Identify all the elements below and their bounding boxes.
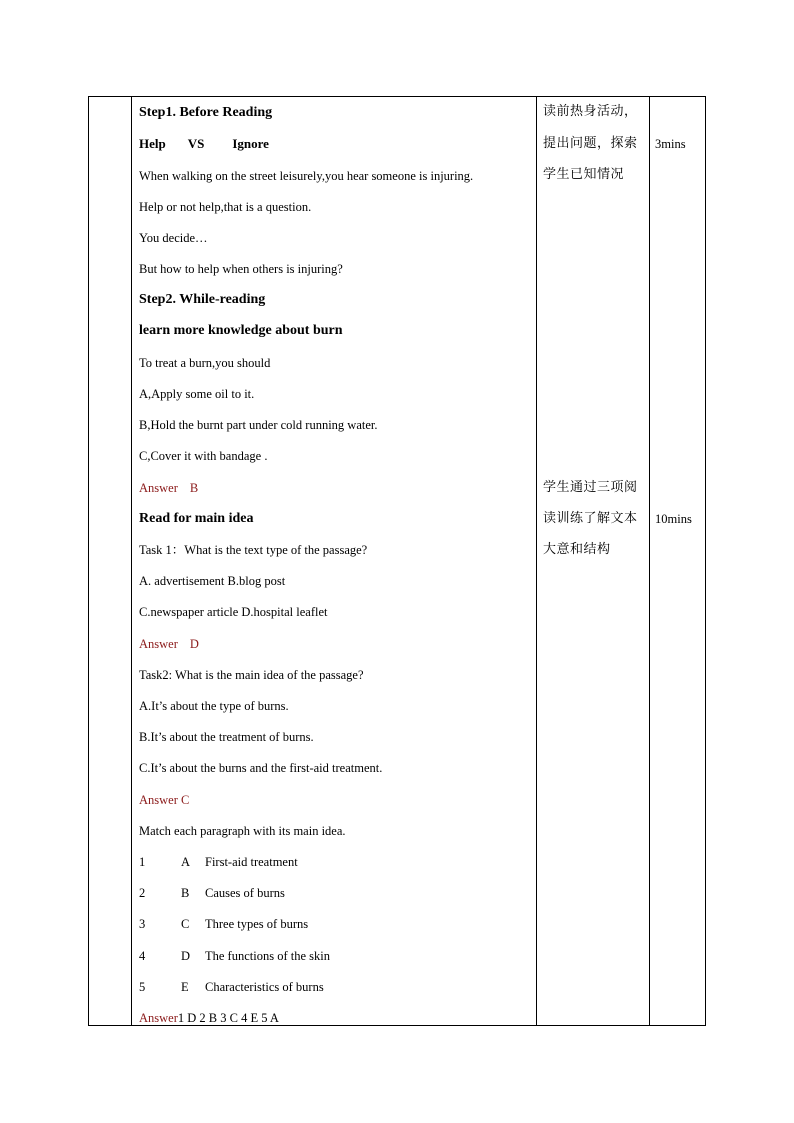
column-divider (649, 97, 650, 1025)
step2-title: Step2. While-reading (139, 292, 266, 307)
match-item (139, 979, 324, 995)
match-text: Three types of burns (205, 917, 309, 931)
text-line: You decide… (139, 231, 208, 245)
answer-value: B (189, 481, 199, 495)
match-letter: B (181, 886, 190, 900)
step1-title: Step1. Before Reading (139, 105, 273, 120)
match-letter: D (181, 949, 191, 963)
text-line: When walking on the street leisurely,you hear someone is injuring. (139, 169, 474, 183)
answer-label: Answer (139, 637, 178, 651)
time-value: 3mins (655, 137, 686, 151)
match-text: First-aid treatment (205, 855, 298, 869)
help-vs-ignore (139, 136, 269, 152)
match-instruction: Match each paragraph with its main idea. (139, 824, 346, 838)
text-line: But how to help when others is injuring? (139, 262, 343, 276)
match-number: 2 (139, 886, 146, 900)
answer-label: Answer (139, 481, 178, 495)
task2-option-c: C.It’s about the burns and the first-aid treatment. (139, 761, 383, 775)
answer-line (139, 1010, 279, 1026)
note-line: 学生已知情况 (543, 167, 625, 182)
task1-options-cd: C.newspaper article D.hospital leaflet (139, 605, 328, 619)
task2-option-a: A.It’s about the type of burns. (139, 699, 289, 713)
vs-word: VS (187, 136, 205, 151)
option-c: C,Cover it with bandage . (139, 449, 268, 463)
text-line: Help or not help,that is a question. (139, 200, 312, 214)
task1-options-ab: A. advertisement B.blog post (139, 574, 286, 588)
note-line: 提出问题，探索 (543, 136, 638, 151)
note-line: 读前热身活动， (543, 104, 638, 119)
time-value: 10mins (655, 512, 692, 526)
option-b: B,Hold the burnt part under cold running water. (139, 418, 378, 432)
match-item (139, 854, 298, 870)
option-a: A,Apply some oil to it. (139, 387, 255, 401)
task2-question: Task2: What is the main idea of the passage? (139, 668, 364, 682)
column-divider (131, 97, 132, 1025)
note-line: 读训练了解文本 (543, 511, 638, 526)
main-idea-heading: Read for main idea (139, 511, 254, 526)
match-text: Causes of burns (205, 886, 285, 900)
answer-line (139, 636, 199, 652)
note-line: 学生通过三项阅 (543, 480, 638, 495)
answer-value: D (189, 637, 199, 651)
help-word: Help (139, 136, 166, 151)
answer-line (139, 480, 198, 496)
match-item (139, 948, 330, 964)
lesson-table (88, 96, 706, 1026)
match-number: 4 (139, 949, 146, 963)
task1-question: Task 1：What is the text type of the passage? (139, 543, 368, 557)
answer-line: Answer C (139, 793, 190, 807)
match-letter: A (181, 855, 191, 869)
match-text: Characteristics of burns (205, 980, 324, 994)
answer-label: Answer (139, 1011, 178, 1025)
match-item (139, 885, 285, 901)
match-number: 3 (139, 917, 146, 931)
treat-question: To treat a burn,you should (139, 356, 271, 370)
match-letter: C (181, 917, 190, 931)
column-divider (536, 97, 537, 1025)
match-item (139, 916, 308, 932)
ignore-word: Ignore (232, 136, 269, 151)
task2-option-b: B.It’s about the treatment of burns. (139, 730, 314, 744)
match-number: 1 (139, 855, 146, 869)
match-number: 5 (139, 980, 146, 994)
match-letter: E (181, 980, 189, 994)
match-text: The functions of the skin (205, 949, 330, 963)
burn-heading: learn more knowledge about burn (139, 323, 343, 338)
answer-value: 1 D 2 B 3 C 4 E 5 A (177, 1011, 279, 1025)
note-line: 大意和结构 (543, 542, 611, 557)
